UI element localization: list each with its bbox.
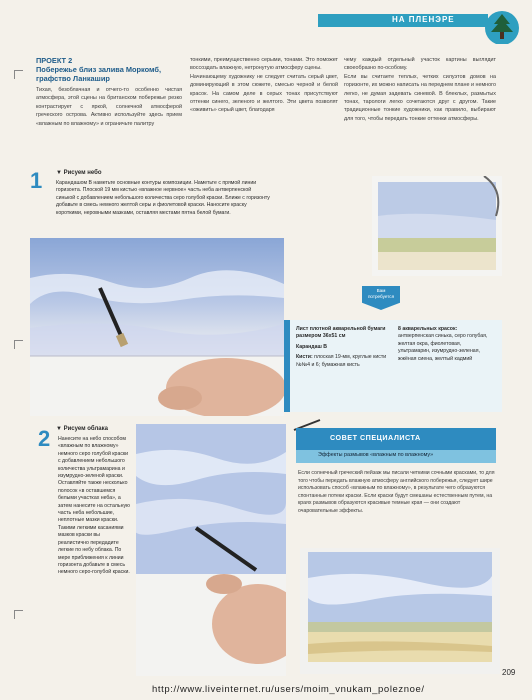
materials-paper: Лист плотной акварельной бумаги размером 36x51 см [296, 326, 386, 340]
arrow-icon: ▼ [56, 426, 64, 432]
step-2-photo [136, 424, 286, 676]
project-label: ПРОЕКТ 2 [36, 56, 73, 65]
tip-title: СОВЕТ СПЕЦИАЛИСТА [330, 433, 421, 442]
project-block [36, 56, 182, 128]
materials-pencil: Карандаш B [296, 343, 327, 350]
materials-right [398, 326, 492, 363]
text-column-3: чему каждый отдельный участок картины выглядит своеобразно по-особому. Если вы считаете теплых, четких силуэтов домов на горизонте, их можно написать на переднем плане и немного легко, не думая задевать синевой. В блеклых, размытых тонах, тарологи легко сочетаются друг с другом. Такие традиционные тонкие художники, как правило, выбирают для того, чтобы передать тонкие оттенки атмосферы. [344, 57, 496, 122]
step-1-text: Карандашом B наметьте основные контуры композиции. Наметьте с прямой линии горизонта. Плоской 19 мм кистью «влажное нервное» часть неба антверпенской синькой с добавлением небольшого количества серо голубой краски. Ближе с горизонту добавьте в смесь немного желтой серы и фиолетовой краски. Наносите краску короткими, неровными мазками, оставляя местами пятна белой бумаги. [56, 180, 270, 216]
step-1-painting [372, 176, 502, 276]
paints-label: 8 акварельных красок: [398, 326, 458, 332]
margin-mark [14, 70, 23, 79]
step-2-title [56, 426, 108, 432]
page-number: 209 [502, 668, 516, 677]
text-column-2: тонкими, преимущественно серыми, тонами. Это поможет воссоздать влажную, нетронутую атмосферу сцены. Начинающему художнику не следует считать серый цвет, доминирующий в этом сюжете, смесью черной и белой красок. На самом деле в серых тонах присутствуют оттенки синего, зеленого и желтого. Эти цвета позволят «оживить» серый цвет, благодаря [190, 57, 338, 114]
tip-painting [300, 548, 500, 674]
tree-logo-icon [480, 4, 524, 44]
step-1-number: 1 [30, 168, 43, 193]
materials-tag-text: Вам потребуется [367, 288, 395, 299]
tip-text: Если солнечный греческий пейзаж мы писали четкими сочными красками, то для того чтобы передать влажную атмосферу английского побережья, следует шире использовать способ «влажным по влажному», в результате чего образуются спонтанные потеки краски. Если краски будут смешаны естественным путем, на краях размывов образуются красивые темные края — они создают очаровательные эффекты. [298, 470, 495, 514]
step-1-title-text: Рисуем небо [63, 170, 102, 176]
step-2-title-text: Рисуем облака [63, 426, 108, 432]
materials-brushes: плоская 19-мм, круглые кисти №№4 и 6; бумажная кисть [296, 354, 387, 368]
brushes-label: Кисти: [296, 354, 313, 361]
step-1-title [56, 170, 102, 176]
step-1-photo [30, 238, 284, 416]
project-title: Побережье близ залива Моркомб, графство Ланкашир [36, 65, 162, 83]
margin-mark [14, 340, 23, 349]
materials-paints: антверпенская синька, серо голубая, желтая окра, фиолетовая, ультрамарин, изумрудно-зеленая, жжёная сиена, желтый кадмий [398, 333, 488, 362]
tip-subtitle: Эффекты размывов «влажным по влажному» [318, 452, 434, 458]
project-intro: Тихая, безоблачная и отчего-то особенно чистая атмосфера, этой сцены на британском побережье резко контрастирует с яркой, солнечной атмосферой греческого острова. Активно используйте здесь прием «влажным по влажному» и ограничьте палитру [36, 87, 182, 127]
step-2-text: Нанесите на небо способом «влажным по влажному» немного серо голубой краски с добавлением небольшого количества ультрамарина и изумрудно-зеленой краски. Оставляйте также несколько полосок «в оставшемся белыми участках неба», а затем нанесите на остальную часть неба небольшие, неплотные мазки краски. Такими легкими касаниями мазков краски вы реалистично передадите легкие по небу облака. По мере приближения к линии горизонта добавьте в смесь немного серо-голубой краски. [58, 436, 130, 576]
margin-mark [14, 610, 23, 619]
materials-left [296, 326, 388, 369]
source-url: http://www.liveinternet.ru/users/moim_vnukam_poleznoe/ [152, 684, 425, 695]
arrow-icon: ▼ [56, 170, 64, 176]
section-title: НА ПЛЕНЭРЕ [392, 15, 455, 24]
step-2-number: 2 [38, 426, 51, 451]
